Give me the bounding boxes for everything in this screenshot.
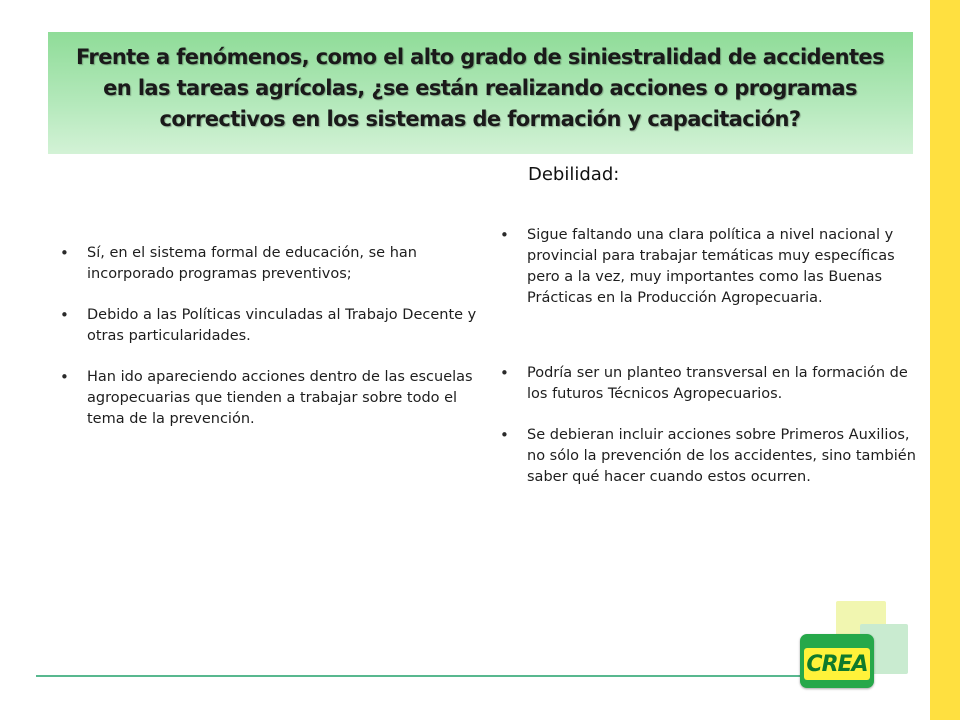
right-bullet-3: • Se debieran incluir acciones sobre Primeros Auxilios, no sólo la prevención de los accidentes, sino también saber qué hacer cuando estos ocurren. (500, 425, 920, 488)
right-bullet-1: • Sigue faltando una clara política a nivel nacional y provincial para trabajar temáticas muy específicas pero a la vez, muy importantes como las Buenas Prácticas en la Producción Agropecuaria. (500, 225, 920, 309)
right-bullet-2: • Podría ser un planteo transversal en la formación de los futuros Técnicos Agropecuarios. (500, 363, 920, 405)
slide-title: Frente a fenómenos, como el alto grado de siniestralidad de accidentes en las tareas agrícolas, ¿se están realizando acciones o programas correctivos en los sistemas de formación y capacitación? (76, 45, 884, 131)
left-bullet-2: • Debido a las Políticas vinculadas al Trabajo Decente y otras particularidades. (60, 305, 480, 347)
weakness-heading: Debilidad: (528, 164, 620, 185)
crea-logo-text: CREA (806, 651, 868, 677)
bottom-divider (36, 675, 811, 677)
right-accent-stripe (930, 0, 960, 720)
crea-logo-inner (804, 648, 870, 680)
left-bullet-1: • Sí, en el sistema formal de educación, se han incorporado programas preventivos; (60, 243, 480, 285)
left-bullet-3: • Han ido apareciendo acciones dentro de las escuelas agropecuarias que tienden a trabajar sobre todo el tema de la prevención. (60, 367, 480, 430)
left-bullet-list (60, 243, 480, 450)
right-bullet-list (500, 225, 920, 488)
